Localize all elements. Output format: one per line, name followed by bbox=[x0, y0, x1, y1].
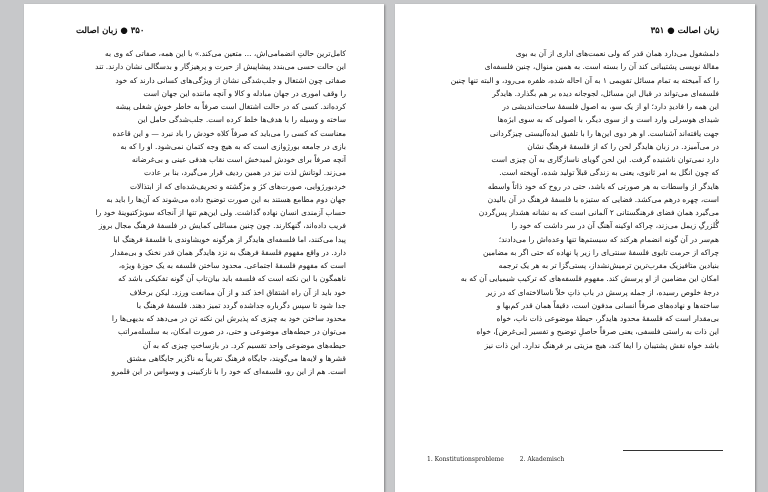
text-line: معناست که کسی را می‌باید که صرفاً کلاه خودش را باد نبرد — و این قاعده bbox=[112, 128, 346, 138]
text-line: ساخته و وسیله را با هدف‌ها خلط کرده است. جلب‌شدگی حامل این bbox=[137, 115, 346, 125]
text-line: درجهٔ خلوص رسیده، از جمله پرسش در باب ذاتِ خلاً ناسالاخته‌ای که در زیر bbox=[486, 287, 719, 297]
right-page-body bbox=[425, 47, 719, 352]
footnote-divider bbox=[623, 450, 723, 451]
text-line: این همه را فادیدِ دارد؛ او از یک سو، به اصول فلسفهٔ ساحت‌اندیشی در bbox=[502, 102, 719, 111]
text-line: می‌توان در حیطه‌های موضوعی و حتی، در صورت امکان، به سلسله‌مراتب bbox=[118, 327, 346, 337]
text-line: جهان دوم مطامع هستند به این صورت توضیح داده می‌شوند که آن‌ها را باید به bbox=[106, 194, 346, 204]
text-line: است، چهره درهم می‌کشد. فضایی که ستیزه با فلسفهٔ فرهنگ در آن بالیدن bbox=[487, 194, 719, 204]
text-line: دارد. در واقع مفهوم فلسفهٔ فرهنگ به نزد هایدگر همان قدر نخنک و بی‌مقدار bbox=[110, 247, 346, 257]
text-line: قشرها و لایه‌ها می‌گویند، جایگاه فرهنگ تقریباً به ناگزیر جایگاهی مشتق bbox=[126, 353, 346, 363]
text-line: مقالهٔ نویسی پشتیبانی کند آن را بسته است. به همین منوال، چنین فلسفه‌ای bbox=[484, 62, 719, 72]
left-page-body bbox=[64, 47, 346, 378]
text-line: شیدای هوسرلی وارد است و از سوی دیگر، با اصولی که به سوی ابژه‌ها bbox=[497, 115, 719, 125]
text-line: چراکه از حرمت تابوی فلسفهٔ سنتی‌ای را زیر پا نهاده که حتی اگر به مضامین bbox=[483, 247, 719, 257]
text-line: جدا شود تا سپس دگرباره جداشده گردد تمیز دهند. فلسفهٔ فرهنگ با bbox=[136, 300, 346, 310]
text-line: حساب آزمندی انسان نهاده گذاشت. ولی این‌هم تنها از آنجاکه سوبژکتیوینهٔ خود را bbox=[95, 208, 346, 217]
text-line: ساخته‌ها و نهاده‌های صرفاً انسانی مدفون است، دقیقاً همان قدر کم‌بها و bbox=[496, 300, 719, 310]
text-line: که چون انگل به امر ثانوی، یعنی به زندگی قبلاً تولید شده، آویخته است. bbox=[499, 168, 719, 178]
footnote-1: 1. Konstitutionsprobleme bbox=[427, 456, 504, 463]
text-line: بنیادین متافیزیک مقرب‌ترین ترمیش‌نشداز، پستی‌گزا تر به هر یک ترجمه bbox=[498, 261, 719, 270]
footnote-2: 2. Akademisch bbox=[519, 456, 565, 463]
text-line: در می‌آمیزد. در زبان هایدگر لحن را که از فلسفهٔ فرهنگ نشان bbox=[527, 141, 719, 151]
text-line: را که آمیخته به تمام مسائل تقویمی ۱ به آن احاله شده، ظفره می‌رود، و البته تنها چنین bbox=[450, 75, 719, 85]
text-line: بازی در جامعه بورژوازی است که به هیچ وجه کتمان نمی‌شود. او را که به bbox=[120, 141, 346, 151]
text-line: صفاتی چون اشتغال و جلب‌شدگی نشان از ویژگی‌های کسانی دارند که خود bbox=[115, 75, 346, 85]
text-line: بی‌مقدار است که فلسفهٔ محدود هایدگر، حیطهٔ موضوعی ذات ناب، خواه bbox=[496, 314, 719, 323]
text-line: را وقف اموری در جهان مبادله و کالا و آنچه ماننده این جهان است bbox=[143, 88, 346, 98]
text-line: فریب داده‌اند، گنهکارند. چون چنین مسائلی کمایش در فلسفهٔ فرهنگ مجال بروز bbox=[98, 221, 346, 231]
text-line: گُلزرگِ زیمل می‌زند، چراکه اوکینه آهنگ آن در سر داشت که خود را bbox=[511, 221, 719, 231]
text-line: خود باید از آن راه اشتقاق اخذ کند و از آن ممانعت ورزد. لیکن برخلاف bbox=[129, 287, 346, 297]
text-line: دلمشغول می‌دارد همان قدر که ولی نعمت‌های اداری از آن به بوی bbox=[515, 49, 719, 58]
text-line: امکان این مضامین از او پرسش کند. مفهوم فلسفه‌های که ترکیب شیمیایی آن که به bbox=[460, 274, 719, 284]
text-line: حیطه‌های موضوعی واحد تقسیم کرد. در بازساختِ چیزی که به آن bbox=[142, 340, 346, 350]
text-line: هایدگر از واسطات به هر صورتی که باشد، حتی در روح که خود ذاتاً واسطه bbox=[487, 181, 719, 191]
text-line: کرده‌اند. کسی که در حالت اشتغال است صرفاً به خاطر خوشِ شغلی پیشه bbox=[115, 102, 346, 111]
right-book-page bbox=[395, 4, 755, 492]
text-line: پیدا می‌کنند، اما فلسفه‌ای هایدگر از هرگونه خویشاوندی با فلسفهٔ فرهنگ ابا bbox=[113, 234, 346, 244]
text-line: کامل‌ترین حالتِ انضمامی‌اش، ... متعین می‌کند.» با این همه، صفاتی که وی به bbox=[105, 49, 346, 58]
text-line: دارد نمی‌توان ناشنیده گرفت. این لحن گویای ناسازگاری به آن چیزی است bbox=[491, 155, 719, 164]
text-line: این حالت حسی می‌بندد پیشاپیش از حیرت و پرهیزگار و بدسگالی نشان دارند. تند bbox=[95, 62, 346, 72]
text-line: خردبورژوایی، صورت‌های کژ و مژگشته و تحریف‌شده‌ای که از ابتذالات bbox=[129, 181, 346, 191]
text-line: ناهمگون با این نکته است که فلسفه باید بیان‌تاب آن گونه تفکیکی باشد که bbox=[118, 274, 346, 284]
footnotes bbox=[427, 456, 578, 463]
left-book-page bbox=[24, 4, 384, 492]
text-line: محدود ساختن خود به چیزی که پذیرش این نکته تن در می‌دهد که بدیهی‌ها را bbox=[111, 314, 346, 323]
text-line: هم‌سر در آن گونه انضمام هرکند که سیستم‌ها تنها وعده‌اش را می‌دادند؛ bbox=[498, 234, 719, 244]
text-line: فلسفه‌ای می‌تواند در قبال این مسائل، لجوجانه دیده بر هم بگذارد. هایدگر bbox=[492, 88, 719, 98]
text-line: این ذات به راستی فلسفی، یعنی صرفاً حاصلِ توضیح و تفسیر [بی‌غرض]، خواه bbox=[476, 327, 719, 337]
text-line: می‌زند. لوتانش لذت نیز در همین ردیف قرار می‌گیرد، بنا بر عادت bbox=[144, 168, 346, 178]
text-line: است. هم از این رو، فلسفه‌ای که خود را با نازکبینی و وسواس در این قلمرو bbox=[111, 367, 346, 376]
text-line: باشد خواه نقش پشتیبان را ایفا کند، هیچ مزیتی بر فرهنگ ندارد. این ذات نیز bbox=[484, 340, 719, 350]
text-line: می‌گیرد همان فضای فرهنگستانی ۲ آلمانی است که به نشانه هشدار پس‌گردن bbox=[478, 208, 719, 217]
text-line: است که مفهوم فلسفهٔ اجتماعی. محدود ساختن فلسفه به یک حوزهٔ ویژه، bbox=[118, 261, 346, 270]
text-line: آنچه صرفاً برای خودش لمیدخش است نقاب هدفی عینی و بی‌غرضانه bbox=[131, 155, 346, 164]
right-page-header: زبان اصالت ● ۳۵۱ bbox=[650, 26, 719, 36]
text-line: جهت یافته‌اند آشناست. او هر دوی این‌ها را با تلفیق ایده‌آلیستی چیزگردانی bbox=[489, 128, 719, 138]
left-page-header: ۳۵۰ ● زبان اصالت bbox=[76, 26, 145, 36]
